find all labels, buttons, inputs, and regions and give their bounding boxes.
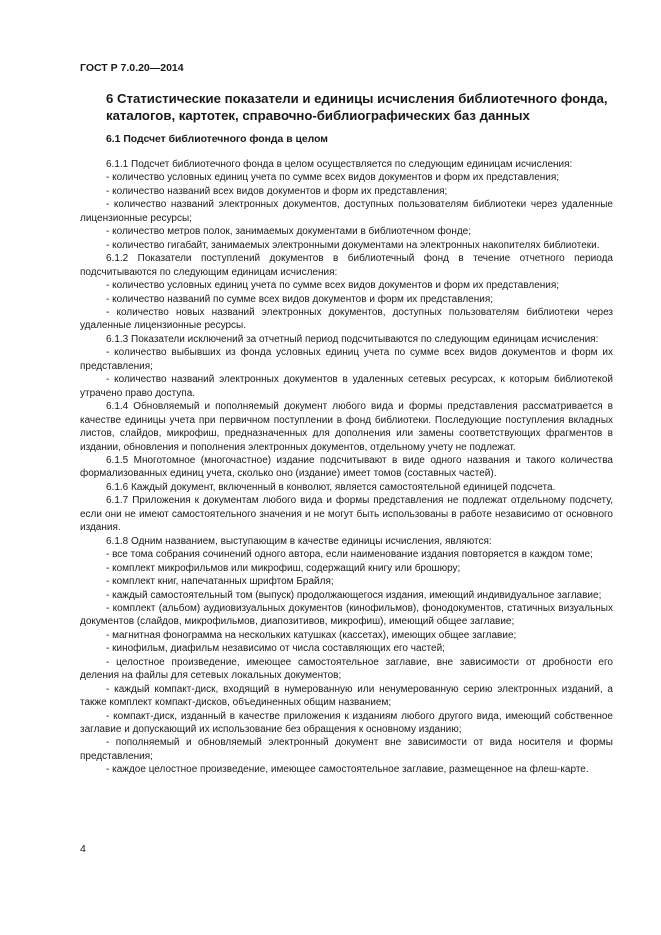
body-text bbox=[80, 158, 613, 777]
paragraph: 6.1.6 Каждый документ, включенный в конволют, является самостоятельной единицей подсчета. bbox=[106, 481, 556, 493]
paragraph: 6.1.8 Одним названием, выступающим в качестве единицы исчисления, являются: bbox=[106, 535, 492, 547]
list-item: - количество условных единиц учета по сумме всех видов документов и форм их представления; bbox=[106, 172, 560, 184]
list-item: - целостное произведение, имеющее самостоятельное заглавие, вне зависимости от дробности его деления на файлы для сетевых локальных документов; bbox=[80, 656, 613, 682]
list-item: - каждое целостное произведение, имеющее самостоятельное заглавие, размещенное на флеш-карте. bbox=[106, 764, 589, 776]
list-item: - каждый самостоятельный том (выпуск) продолжающегося издания, имеющий индивидуальное заглавие; bbox=[106, 589, 602, 601]
list-item: - количество метров полок, занимаемых документами в библиотечном фонде; bbox=[106, 226, 472, 238]
list-item: - количество условных единиц учета по сумме всех видов документов и форм их представления; bbox=[106, 280, 560, 292]
page-number: 4 bbox=[80, 843, 86, 855]
paragraph: 6.1.1 Подсчет библиотечного фонда в целом осуществляется по следующим единицам исчисления: bbox=[106, 159, 573, 170]
list-item: - комплект книг, напечатанных шрифтом Брайля; bbox=[106, 576, 334, 588]
paragraph: 6.1.4 Обновляемый и пополняемый документ любого вида и формы представления рассматривается в качестве единицы учета при первичном поступлении в фонд библиотеки. Последующие поступления вкладных листов, слайдов, микрофиш, предназначенных для дополнения или замены соответствующих фрагментов в издании, обновления и пополнения электронных документов, отдельному учету не подлежат. bbox=[80, 401, 613, 453]
list-item: - количество названий электронных документов, доступных пользователям библиотеки через удаленные лицензионные ресурсы; bbox=[80, 199, 613, 224]
list-item: - количество выбывших из фонда условных единиц учета по сумме всех видов документов и форм их представления; bbox=[80, 347, 613, 372]
list-item: - компакт-диск, изданный в качестве приложения к изданиям любого другого вида, имеющий собственное заглавие и допускающий их использование без обращения к основному изданию; bbox=[80, 710, 613, 736]
paragraph: 6.1.2 Показатели поступлений документов в библиотечный фонд в течение отчетного периода подсчитываются по следующим единицам исчисления: bbox=[80, 253, 613, 278]
list-item: - количество новых названий электронных документов, доступных пользователям библиотеки через удаленные лицензионные ресурсы. bbox=[80, 306, 613, 332]
list-item: - комплект микрофильмов или микрофиш, содержащий книгу или брошюру; bbox=[106, 562, 461, 574]
paragraph: 6.1.5 Многотомное (многочастное) издание подсчитывают в виде одного названия и такого количества формализованных единиц учета, сколько оно (издание) имеет томов (составных частей). bbox=[80, 454, 613, 480]
list-item: - все тома собрания сочинений одного автора, если наименование издания повторяется в каждом томе; bbox=[106, 549, 593, 561]
document-header: ГОСТ Р 7.0.20—2014 bbox=[80, 62, 184, 74]
page-content bbox=[80, 90, 613, 777]
list-item: - кинофильм, диафильм независимо от числа составляющих его частей; bbox=[106, 643, 445, 655]
list-item: - количество названий электронных документов в удаленных сетевых ресурсах, к которым библиотекой утрачено право доступа. bbox=[80, 374, 613, 399]
paragraph: 6.1.7 Приложения к документам любого вида и формы представления не подлежат отдельному подсчету, если они не имеют самостоятельного значения и не могут быть использованы в работе независимо от основного издания. bbox=[80, 495, 613, 534]
list-item: - пополняемый и обновляемый электронный документ вне зависимости от вида носителя и формы представления; bbox=[80, 737, 613, 762]
list-item: - количество названий всех видов документов и форм их представления; bbox=[106, 185, 448, 197]
list-item: - количество гигабайт, занимаемых электронными документами на электронных накопителях библиотеки. bbox=[106, 239, 600, 251]
list-item: - количество названий по сумме всех видов документов и форм их представления; bbox=[106, 293, 494, 305]
paragraph: 6.1.3 Показатели исключений за отчетный период подсчитываются по следующим единицам исчисления: bbox=[106, 333, 599, 345]
section-title: 6 Статистические показатели и единицы исчисления библиотечного фонда, каталогов, картотек, справочно-библиографических баз данных bbox=[106, 91, 608, 123]
subsection-title: 6.1 Подсчет библиотечного фонда в целом bbox=[106, 134, 328, 145]
list-item: - магнитная фонограмма на нескольких катушках (кассетах), имеющих общее заглавие; bbox=[106, 629, 517, 641]
list-item: - комплект (альбом) аудиовизуальных документов (кинофильмов), фонодокументов, статичных визуальных документов (слайдов, микрофильмов, диапозитивов, микрофиш), имеющий общее заглавие; bbox=[80, 602, 613, 628]
list-item: - каждый компакт-диск, входящий в нумерованную или ненумерованную серию электронных изданий, а также комплект компакт-дисков, объединенных общим названием; bbox=[80, 683, 613, 709]
